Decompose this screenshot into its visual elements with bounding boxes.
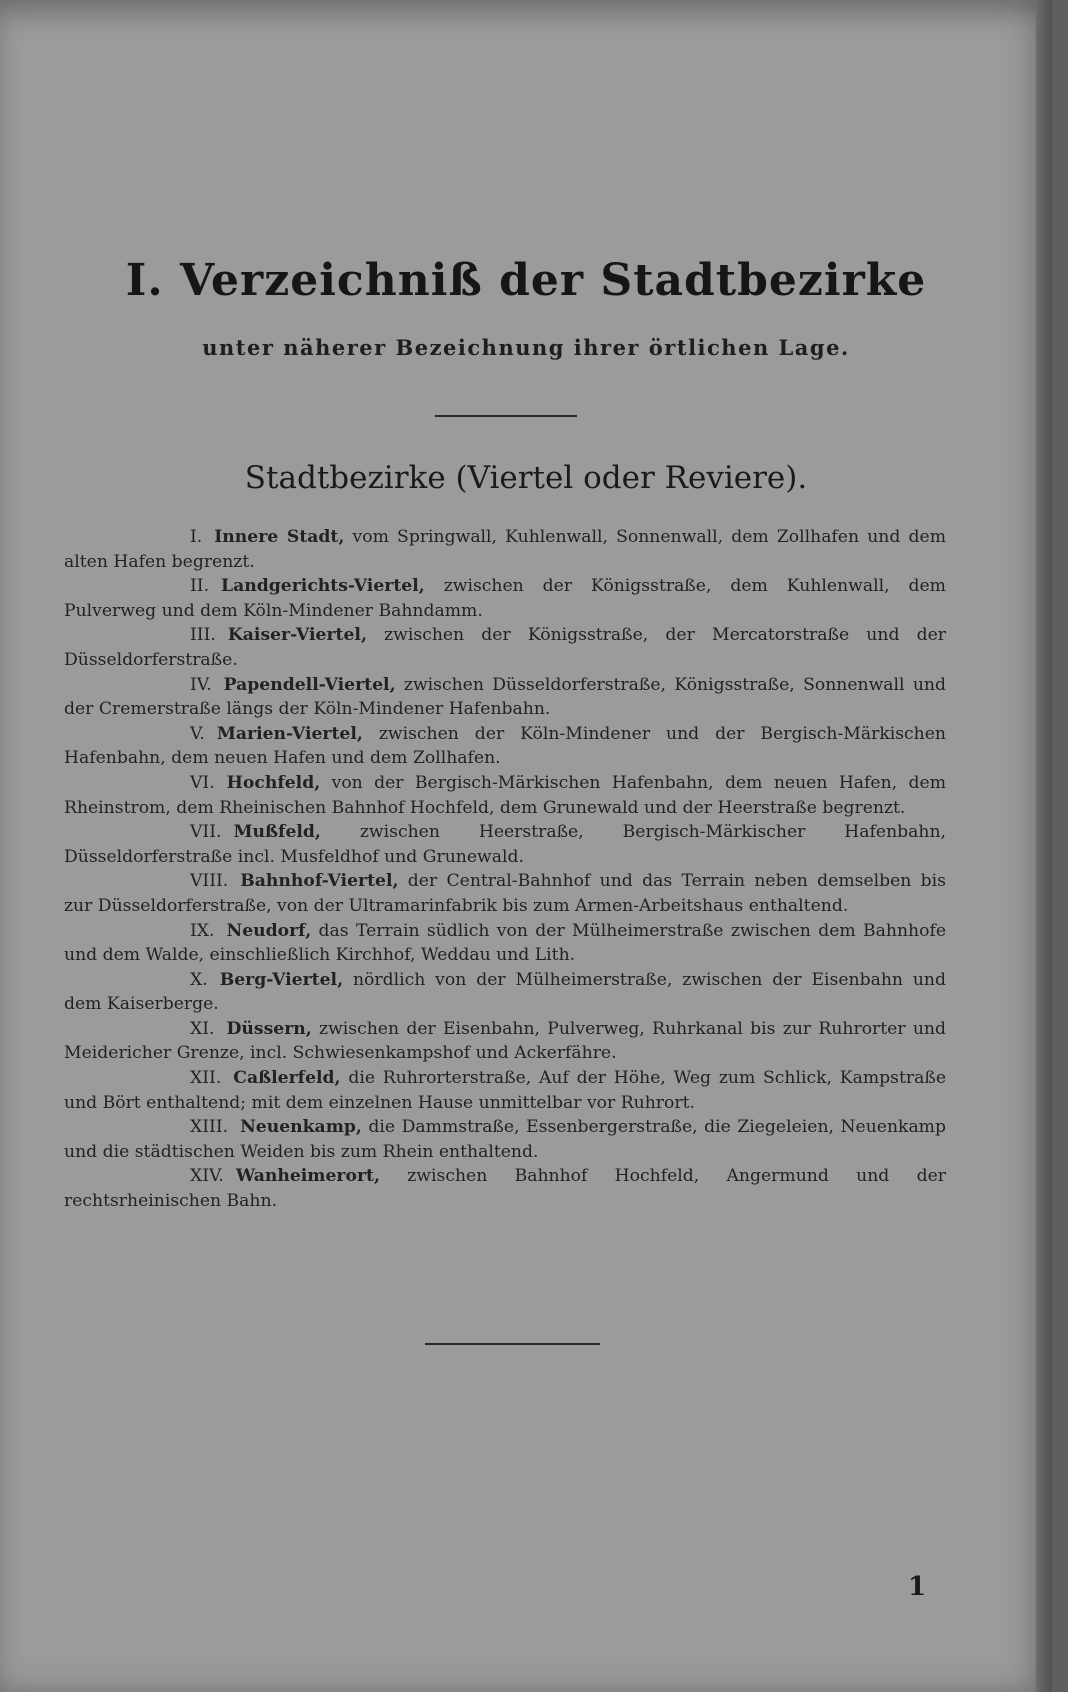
- list-item: [64, 869, 946, 918]
- entry-number: IX.: [190, 920, 215, 941]
- list-item: [64, 1017, 946, 1066]
- entry-number: II.: [190, 576, 210, 597]
- entry-name: Wanheimerort,: [235, 1166, 380, 1187]
- entry-name: Caßlerfeld,: [233, 1068, 341, 1089]
- entry-number: X.: [190, 969, 208, 990]
- page-edge: [1036, 0, 1052, 1692]
- divider-bottom: [425, 1343, 600, 1345]
- entry-number: XII.: [190, 1068, 222, 1089]
- page-subtitle: unter näherer Bezeichnung ihrer örtlichen Lage.: [202, 335, 850, 360]
- list-item: [64, 919, 946, 968]
- entry-number: XI.: [190, 1018, 215, 1039]
- entry-number: VII.: [190, 822, 222, 843]
- entry-name: Papendell-Viertel,: [223, 674, 396, 695]
- entry-name: Mußfeld,: [233, 822, 321, 843]
- list-item: [64, 623, 946, 672]
- list-item: [64, 820, 946, 869]
- list-item: [64, 673, 946, 722]
- entry-text: die Dammstraße, Essenbergerstraße, die Ziegeleien, Neuenkamp und die städtischen Weiden bis zum Rhein enthaltend.: [64, 1117, 946, 1162]
- entry-text: das Terrain südlich von der Mülheimerstraße zwischen dem Bahnhofe und dem Walde, einschließlich Kirchhof, Weddau und Lith.: [64, 920, 946, 966]
- list-item: [64, 525, 946, 574]
- page-number: 1: [908, 1572, 927, 1602]
- entry-number: XIV.: [190, 1166, 224, 1187]
- entry-number: V.: [190, 723, 205, 744]
- entry-number: III.: [190, 625, 216, 646]
- entry-name: Neuenkamp,: [240, 1117, 362, 1138]
- entry-name: Bahnhof-Viertel,: [240, 871, 399, 892]
- entry-name: Innere Stadt,: [214, 527, 345, 547]
- entry-text: zwischen der Eisenbahn, Pulverweg, Ruhrkanal bis zur Ruhrorter und Meidericher Grenze, incl. Schwiesenkampshof und Ackerfähre.: [64, 1018, 946, 1064]
- entry-text: zwischen Düsseldorferstraße, Königsstraße, Sonnenwall und der Cremerstraße längs der Köln-Mindener Hafenbahn.: [64, 674, 946, 720]
- list-item: [64, 1164, 946, 1213]
- entry-name: Neudorf,: [226, 920, 312, 941]
- entry-number: VIII.: [190, 871, 229, 892]
- page-title: I. Verzeichniß der Stadtbezirke: [125, 255, 927, 306]
- list-item: [64, 722, 946, 771]
- entry-text: die Ruhrorterstraße, Auf der Höhe, Weg zum Schlick, Kampstraße und Bört enthaltend; mit dem einzelnen Hause unmittelbar vor Ruhrort.: [64, 1068, 946, 1113]
- entry-text: zwischen der Königsstraße, dem Kuhlenwall, dem Pulverweg und dem Köln-Mindener Bahndamm.: [64, 576, 946, 621]
- entry-number: XIII.: [190, 1117, 229, 1138]
- entry-text: zwischen der Königsstraße, der Mercatorstraße und der Düsseldorferstraße.: [64, 625, 946, 670]
- entry-name: Berg-Viertel,: [219, 969, 344, 990]
- entry-text: zwischen Heerstraße, Bergisch-Märkischer Hafenbahn, Düsseldorferstraße incl. Musfeldhof und Grunewald.: [64, 822, 946, 867]
- entry-name: Düssern,: [226, 1018, 312, 1039]
- entry-text: zwischen Bahnhof Hochfeld, Angermund und der rechtsrheinischen Bahn.: [64, 1166, 946, 1212]
- section-heading: Stadtbezirke (Viertel oder Reviere).: [244, 460, 808, 496]
- list-item: [64, 968, 946, 1017]
- entry-text: der Central-Bahnhof und das Terrain neben demselben bis zur Düsseldorferstraße, von der Ultramarinfabrik bis zum Armen-Arbeitshaus enthaltend.: [64, 871, 946, 916]
- entry-number: IV.: [190, 674, 212, 695]
- list-item: [64, 574, 946, 623]
- entry-name: Hochfeld,: [226, 772, 321, 793]
- list-item: [64, 1066, 946, 1115]
- list-item: [64, 771, 946, 820]
- entry-name: Marien-Viertel,: [216, 723, 363, 744]
- entry-name: Kaiser-Viertel,: [227, 625, 367, 646]
- entry-text: vom Springwall, Kuhlenwall, Sonnenwall, dem Zollhafen und dem alten Hafen begrenzt.: [64, 527, 946, 572]
- district-list: [64, 525, 946, 1214]
- entry-text: nördlich von der Mülheimerstraße, zwischen der Eisenbahn und dem Kaiserberge.: [64, 969, 947, 1015]
- entry-number: VI.: [190, 772, 215, 793]
- entry-number: I.: [190, 527, 203, 547]
- entry-name: Landgerichts-Viertel,: [221, 576, 425, 597]
- entry-text: zwischen der Köln-Mindener und der Bergisch-Märkischen Hafenbahn, dem neuen Hafen und dem Zollhafen.: [64, 723, 946, 769]
- list-item: [64, 1115, 946, 1164]
- entry-text: von der Bergisch-Märkischen Hafenbahn, dem neuen Hafen, dem Rheinstrom, dem Rheinischen Bahnhof Hochfeld, dem Grunewald und der Heerstraße begrenzt.: [64, 772, 946, 818]
- divider-top: [435, 415, 577, 417]
